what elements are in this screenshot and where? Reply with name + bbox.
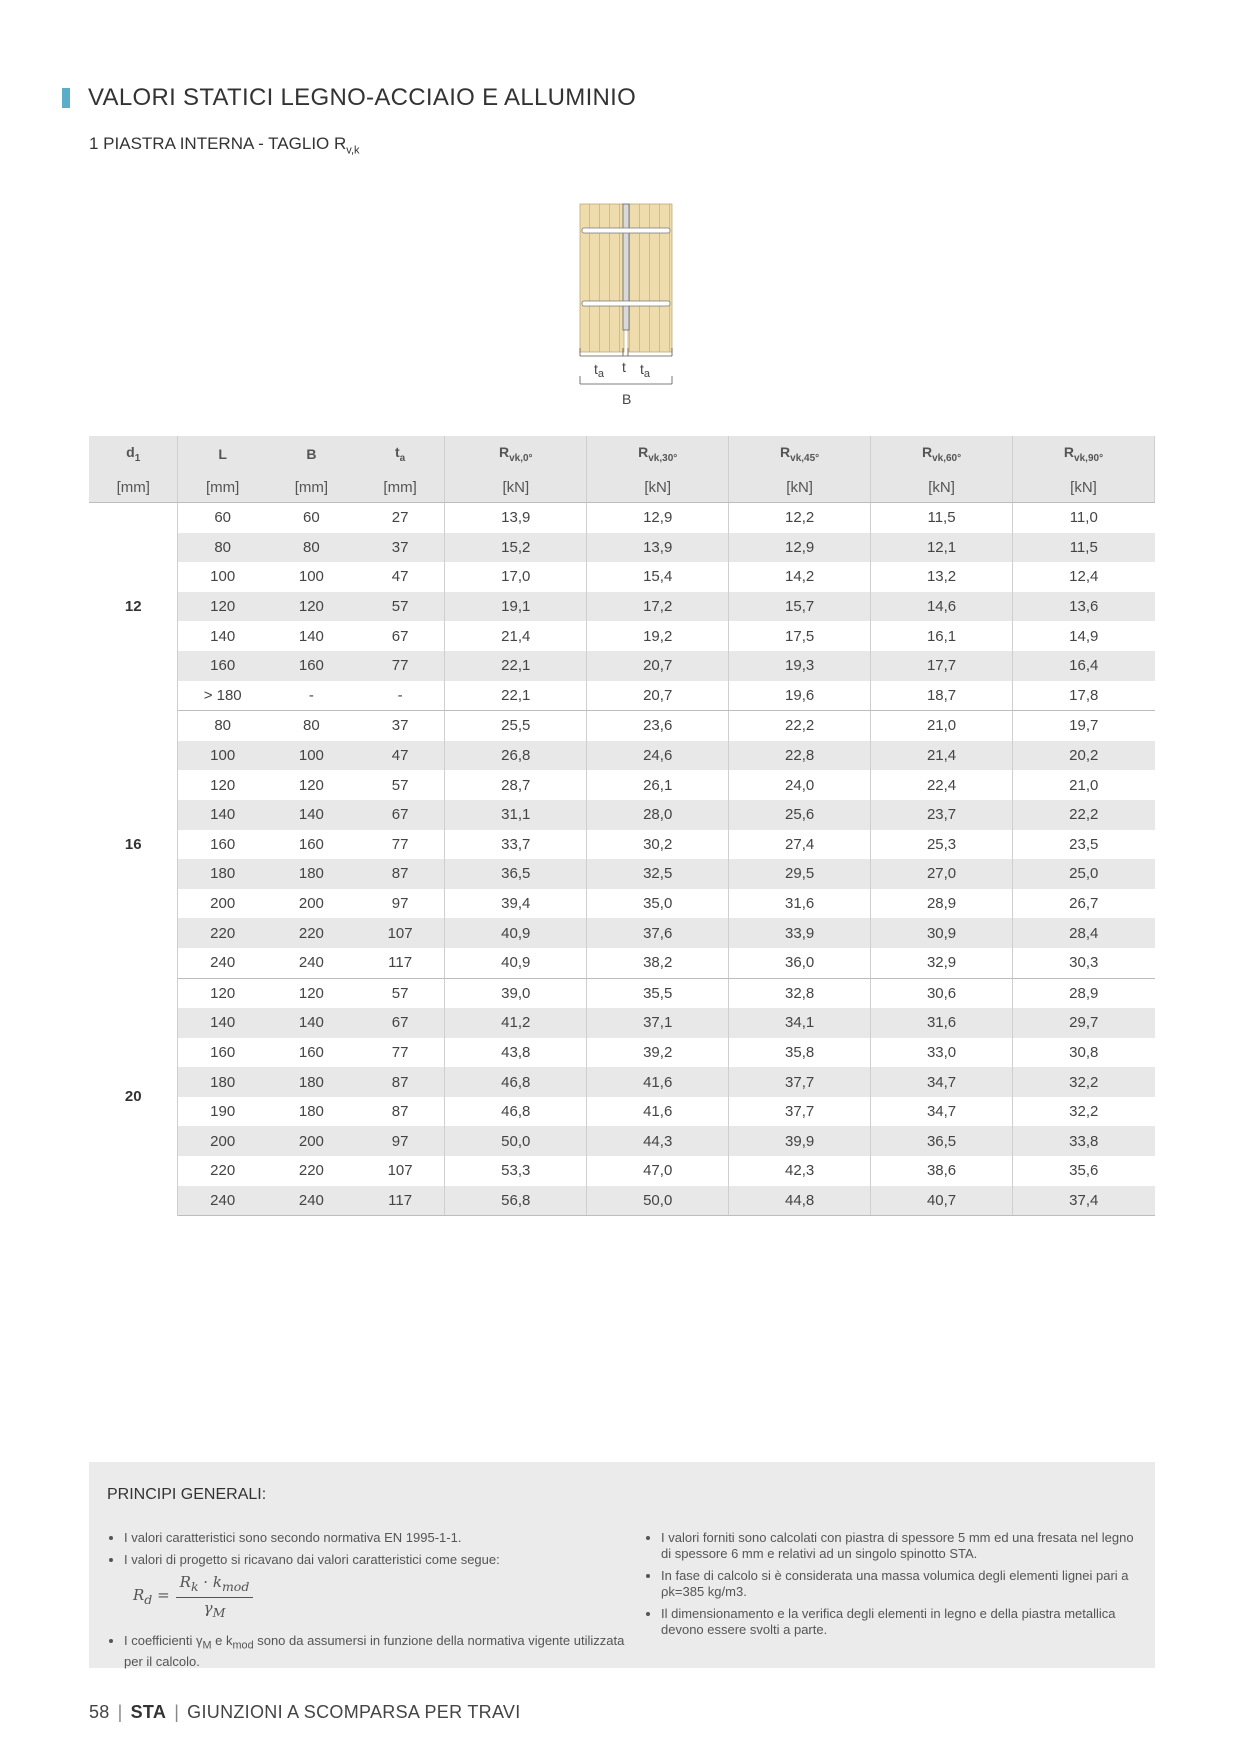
table-cell: 140 (210, 627, 236, 645)
page-title: VALORI STATICI LEGNO-ACCIAIO E ALLUMINIO (88, 84, 637, 111)
table-cell: 23,5 (1069, 835, 1099, 853)
table-cell: 46,8 (445, 1097, 587, 1127)
table-cell: 11,5 (1013, 533, 1155, 563)
table-cell: 220 (210, 1162, 236, 1180)
table-cell: 240 (178, 948, 267, 978)
table-cell: 32,2 (1069, 1103, 1099, 1121)
table-cell: 25,5 (445, 711, 587, 741)
table-cell: 80 (303, 717, 320, 735)
table-cell: 39,4 (445, 889, 587, 919)
table-cell: 35,0 (587, 889, 729, 919)
table-cell: 107 (356, 1156, 445, 1186)
table-cell: 120 (267, 592, 356, 622)
table-cell: 97 (356, 1126, 445, 1156)
table-row (89, 711, 1155, 741)
table-cell: 160 (298, 835, 324, 853)
table-cell: 50,0 (445, 1126, 587, 1156)
table-row (89, 1067, 1155, 1097)
table-cell: 21,4 (871, 741, 1013, 771)
table-cell: 37,7 (729, 1067, 871, 1097)
label-ta-right: $t_a$ (640, 361, 651, 380)
page-header (62, 84, 636, 112)
table-cell: 22,2 (1013, 800, 1155, 830)
table-cell: 32,8 (729, 978, 871, 1008)
table-cell: 33,9 (729, 918, 871, 948)
table-cell: 120 (298, 984, 324, 1002)
table-cell: 57 (356, 770, 445, 800)
table-cell: 31,6 (871, 1008, 1013, 1038)
table-cell: 200 (210, 895, 236, 913)
table-cell: 32,5 (587, 859, 729, 889)
table-cell: 12,4 (1069, 568, 1099, 586)
table-cell: 38,6 (871, 1156, 1013, 1186)
table-cell: 28,4 (1013, 918, 1155, 948)
table-cell: > 180 (178, 681, 267, 711)
label-B: B (622, 391, 632, 407)
table-cell: 140 (267, 800, 356, 830)
table-cell: 22,1 (445, 651, 587, 681)
table-cell: 17,0 (445, 562, 587, 592)
table-row (89, 621, 1155, 651)
table-cell: 60 (303, 509, 320, 527)
table-row (89, 830, 1155, 860)
general-principles-box (89, 1462, 1155, 1668)
table-cell: 18,7 (871, 681, 1013, 711)
table-cell: 29,7 (1013, 1008, 1155, 1038)
table-cell: 100 (178, 741, 267, 771)
diameter-group-cell: 12 (89, 503, 178, 711)
table-cell: 37 (356, 711, 445, 741)
table-row (89, 533, 1155, 563)
table-cell: 240 (178, 1186, 267, 1216)
table-cell: 180 (267, 1067, 356, 1097)
table-cell: 32,2 (1013, 1067, 1155, 1097)
units-row (89, 472, 1155, 503)
subtitle-text: 1 PIASTRA INTERNA - TAGLIO R (89, 134, 347, 153)
table-cell: 37,4 (1013, 1186, 1155, 1216)
table-cell: 160 (210, 835, 236, 853)
table-cell: 100 (210, 568, 236, 586)
principle-item: • I valori di progetto si ricavano dai valori caratteristici come segue: (124, 1552, 627, 1568)
table-cell: 23,7 (871, 800, 1013, 830)
table-cell: 47 (356, 562, 445, 592)
column-unit: [mm] (89, 472, 178, 503)
table-cell: 13,6 (1013, 592, 1155, 622)
column-header: $R_{vk,45^\circ}$ (729, 436, 871, 472)
table-cell: 30,9 (871, 918, 1013, 948)
table-cell: 87 (356, 1097, 445, 1127)
table-cell: 30,3 (1013, 948, 1155, 978)
table-cell: 67 (356, 1008, 445, 1038)
table-cell: 200 (298, 895, 324, 913)
table-row (89, 800, 1155, 830)
table-cell: 41,6 (587, 1097, 729, 1127)
table-cell: 80 (267, 533, 356, 563)
table-cell: 140 (298, 627, 324, 645)
table-row (89, 859, 1155, 889)
table-cell: 100 (298, 568, 324, 586)
diameter-group-cell: 16 (89, 711, 178, 978)
table-cell: 39,0 (445, 978, 587, 1008)
table-cell: 117 (356, 948, 445, 978)
table-cell: 28,9 (1069, 984, 1099, 1002)
table-cell: 240 (267, 948, 356, 978)
table-cell: 37,6 (587, 918, 729, 948)
design-value-formula: $R_d$ = $\frac{R_k \cdot k_{mod}}{\gamma_M}$ (133, 1574, 627, 1621)
table-row (89, 978, 1155, 1008)
table-cell: 17,8 (1013, 681, 1155, 711)
table-cell: 11,5 (871, 503, 1013, 533)
table-cell: 40,7 (871, 1186, 1013, 1216)
table-cell: 35,8 (729, 1038, 871, 1068)
table-row (89, 651, 1155, 681)
table-cell: 40,9 (445, 918, 587, 948)
page-number: 58 (89, 1702, 110, 1722)
table-cell: 28,7 (445, 770, 587, 800)
table-cell: 13,9 (587, 533, 729, 563)
diameter-group-cell: 20 (89, 978, 178, 1216)
table-cell: 77 (356, 651, 445, 681)
dowel-bottom (582, 301, 670, 306)
table-cell: 200 (267, 1126, 356, 1156)
column-header: $R_{vk,30^\circ}$ (587, 436, 729, 472)
table-cell: 14,2 (729, 562, 871, 592)
table-cell: 200 (178, 1126, 267, 1156)
table-row (89, 918, 1155, 948)
table-cell: 41,6 (587, 1067, 729, 1097)
table-cell: 28,0 (587, 800, 729, 830)
table-cell: 12,2 (729, 503, 871, 533)
table-row (89, 1008, 1155, 1038)
table-cell: 36,5 (445, 859, 587, 889)
table-cell: 26,8 (445, 741, 587, 771)
table-cell: 117 (356, 1186, 445, 1216)
table-cell: 80 (178, 533, 267, 563)
table-cell: 20,7 (587, 651, 729, 681)
table-cell: 17,2 (587, 592, 729, 622)
table-cell: 25,0 (1013, 859, 1155, 889)
table-row (89, 741, 1155, 771)
table-cell: 53,3 (445, 1156, 587, 1186)
table-cell: 11,0 (1069, 509, 1098, 527)
column-header: $R_{vk,90^\circ}$ (1013, 436, 1155, 472)
table-row (89, 1097, 1155, 1127)
static-values-table (89, 436, 1155, 1216)
table-row (89, 562, 1155, 592)
table-cell: 31,6 (729, 889, 871, 919)
table-row (89, 1186, 1155, 1216)
table-cell: 15,7 (729, 592, 871, 622)
label-t: t (622, 359, 626, 375)
table-cell: 140 (267, 1008, 356, 1038)
table-cell: 17,7 (871, 651, 1013, 681)
table-cell: 120 (210, 776, 236, 794)
table-row (89, 1156, 1155, 1186)
table-cell: 160 (210, 1043, 236, 1061)
table-cell: 37 (356, 533, 445, 563)
table-cell: 14,9 (1069, 627, 1099, 645)
table-cell: 33,0 (871, 1038, 1013, 1068)
principle-item: • Il dimensionamento e la verifica degli elementi in legno e della piastra metallica devono essere svolti a parte. (661, 1606, 1144, 1638)
table-cell: - (356, 681, 445, 711)
table-cell: 220 (298, 1162, 324, 1180)
table-cell: 25,3 (871, 830, 1013, 860)
table-cell: 21,4 (445, 621, 587, 651)
table-cell: 19,1 (445, 592, 587, 622)
table-cell: 16,4 (1013, 651, 1155, 681)
principle-item: • I coefficienti $\gamma_M$ e $k_{mod}$ sono da assumersi in funzione della normativa vigente utilizzata per il calcolo. (124, 1633, 627, 1670)
table-cell: 16,1 (871, 621, 1013, 651)
table-cell: 43,8 (445, 1038, 587, 1068)
table-cell: 44,3 (587, 1126, 729, 1156)
table-row (89, 1126, 1155, 1156)
table-cell: 12,1 (871, 533, 1013, 563)
table-cell: 39,2 (587, 1038, 729, 1068)
section-name: GIUNZIONI A SCOMPARSA PER TRAVI (187, 1702, 521, 1722)
table-cell: 67 (356, 800, 445, 830)
table-cell: 34,1 (729, 1008, 871, 1038)
column-header: $d_1$ (89, 436, 178, 472)
column-unit: [mm] (178, 472, 267, 503)
principle-item: • In fase di calcolo si è considerata una massa volumica degli elementi lignei pari a ρk=385 kg/m3. (661, 1568, 1144, 1600)
table-cell: 19,2 (587, 621, 729, 651)
table-cell: 100 (267, 741, 356, 771)
table-cell: 46,8 (445, 1067, 587, 1097)
table-cell: 31,1 (445, 800, 587, 830)
table-cell: 33,7 (445, 830, 587, 860)
table-cell: 240 (267, 1186, 356, 1216)
table-row (89, 503, 1155, 533)
table-cell: 36,5 (871, 1126, 1013, 1156)
title-accent-bar (62, 88, 70, 108)
column-unit: [kN] (587, 472, 729, 503)
table-cell: 47 (356, 741, 445, 771)
table-cell: 50,0 (587, 1186, 729, 1216)
table-cell: 120 (178, 592, 267, 622)
table-cell: 37,1 (587, 1008, 729, 1038)
table-cell: 27 (356, 503, 445, 533)
principles-left-column (107, 1530, 627, 1676)
table-cell: 13,9 (445, 503, 587, 533)
table-cell: 34,7 (871, 1067, 1013, 1097)
table-cell: 160 (267, 651, 356, 681)
table-cell: 34,7 (871, 1097, 1013, 1127)
table-cell: 44,8 (729, 1186, 871, 1216)
table-cell: 38,2 (587, 948, 729, 978)
steel-plate (623, 204, 629, 330)
column-header: $R_{vk,0^\circ}$ (445, 436, 587, 472)
table-cell: 36,0 (729, 948, 871, 978)
table-cell: 56,8 (445, 1186, 587, 1216)
table-cell: 26,7 (1069, 895, 1099, 913)
header-row (89, 436, 1155, 472)
principles-title: PRINCIPI GENERALI: (107, 1486, 267, 1503)
table-cell: 21,0 (1069, 776, 1099, 794)
table-cell: 140 (178, 1008, 267, 1038)
table-row (89, 770, 1155, 800)
table-cell: 41,2 (445, 1008, 587, 1038)
table-cell: 14,6 (871, 592, 1013, 622)
table-row (89, 592, 1155, 622)
table-cell: 26,1 (587, 770, 729, 800)
table-cell: 30,2 (587, 830, 729, 860)
table-cell: 42,3 (729, 1156, 871, 1186)
table-cell: 40,9 (445, 948, 587, 978)
column-unit: [mm] (267, 472, 356, 503)
table-cell: 60 (214, 509, 232, 527)
column-unit: [kN] (729, 472, 871, 503)
table-cell: 180 (178, 859, 267, 889)
table-cell: 30,6 (871, 978, 1013, 1008)
table-cell: 32,9 (871, 948, 1013, 978)
table-cell: 140 (178, 800, 267, 830)
column-header: $R_{vk,60^\circ}$ (871, 436, 1013, 472)
column-unit: [kN] (445, 472, 587, 503)
table-cell: 22,1 (445, 681, 587, 711)
table-cell: 19,7 (1069, 717, 1099, 735)
table-cell: 47,0 (587, 1156, 729, 1186)
table-cell: 80 (214, 717, 232, 735)
table-cell: 180 (298, 1103, 324, 1121)
table-cell: 19,3 (729, 651, 871, 681)
table-cell: 12,9 (587, 503, 729, 533)
table-row (89, 681, 1155, 711)
table-cell: 180 (178, 1067, 267, 1097)
table-cell: 30,8 (1069, 1043, 1099, 1061)
table-cell: 24,0 (729, 770, 871, 800)
table-cell: 15,2 (445, 533, 587, 563)
product-name: STA (130, 1702, 167, 1722)
column-unit: [kN] (1013, 472, 1155, 503)
table-cell: 28,9 (871, 889, 1013, 919)
column-unit: [mm] (356, 472, 445, 503)
table-cell: 107 (356, 918, 445, 948)
table-cell: 27,0 (871, 859, 1013, 889)
table-cell: 29,5 (729, 859, 871, 889)
table-cell: 35,5 (587, 978, 729, 1008)
table-cell: 220 (178, 918, 267, 948)
table-cell: 20,7 (587, 681, 729, 711)
table-cell: 190 (210, 1103, 236, 1121)
table-cell: 87 (356, 859, 445, 889)
table-cell: 12,9 (729, 533, 871, 563)
column-header: L (178, 436, 267, 472)
table-cell: 87 (356, 1067, 445, 1097)
table-cell: 25,6 (729, 800, 871, 830)
table-cell: 24,6 (587, 741, 729, 771)
column-unit: [kN] (871, 472, 1013, 503)
principle-item: • I valori caratteristici sono secondo normativa EN 1995-1-1. (124, 1530, 627, 1546)
table-cell: 17,5 (729, 621, 871, 651)
label-ta-left: $t_a$ (594, 361, 605, 380)
dowel-top (582, 228, 670, 233)
table-cell: 97 (356, 889, 445, 919)
table-row (89, 948, 1155, 978)
table-cell: 13,2 (871, 562, 1013, 592)
column-header: B (267, 436, 356, 472)
table-cell: 120 (298, 776, 324, 794)
table-cell: 22,8 (729, 741, 871, 771)
section-subtitle (89, 134, 360, 156)
table-cell: 23,6 (587, 711, 729, 741)
connection-diagram (560, 198, 700, 418)
table-cell: 57 (356, 592, 445, 622)
timber-left (580, 204, 624, 352)
table-cell: 33,8 (1013, 1126, 1155, 1156)
table-cell: 160 (298, 1043, 324, 1061)
table-cell: 19,6 (729, 681, 871, 711)
table-cell: 160 (178, 651, 267, 681)
table-cell: 77 (356, 830, 445, 860)
table-cell: 21,0 (871, 711, 1013, 741)
table-cell: 35,6 (1069, 1162, 1099, 1180)
column-header: $t_a$ (356, 436, 445, 472)
timber-right (628, 204, 672, 352)
table-cell: 20,2 (1013, 741, 1155, 771)
principles-right-column (644, 1530, 1144, 1644)
table-cell: 15,4 (587, 562, 729, 592)
table-cell: 39,9 (729, 1126, 871, 1156)
table-row (89, 889, 1155, 919)
table-cell: 77 (356, 1038, 445, 1068)
table-cell: 67 (356, 621, 445, 651)
table-cell: 22,4 (871, 770, 1013, 800)
table-cell: 57 (356, 978, 445, 1008)
page-footer: 58 | STA | GIUNZIONI A SCOMPARSA PER TRAVI (89, 1702, 521, 1722)
table-cell: 220 (267, 918, 356, 948)
table-row (89, 1038, 1155, 1068)
table-cell: 27,4 (729, 830, 871, 860)
subtitle-subscript: v,k (346, 144, 360, 157)
table-cell: - (267, 681, 356, 711)
table-cell: 120 (210, 984, 236, 1002)
principle-item: • I valori forniti sono calcolati con piastra di spessore 5 mm ed una fresata nel legno di spessore 6 mm e relativi ad un singolo spinotto STA. (661, 1530, 1144, 1562)
table-cell: 180 (267, 859, 356, 889)
table-cell: 22,2 (729, 711, 871, 741)
table-cell: 37,7 (729, 1097, 871, 1127)
